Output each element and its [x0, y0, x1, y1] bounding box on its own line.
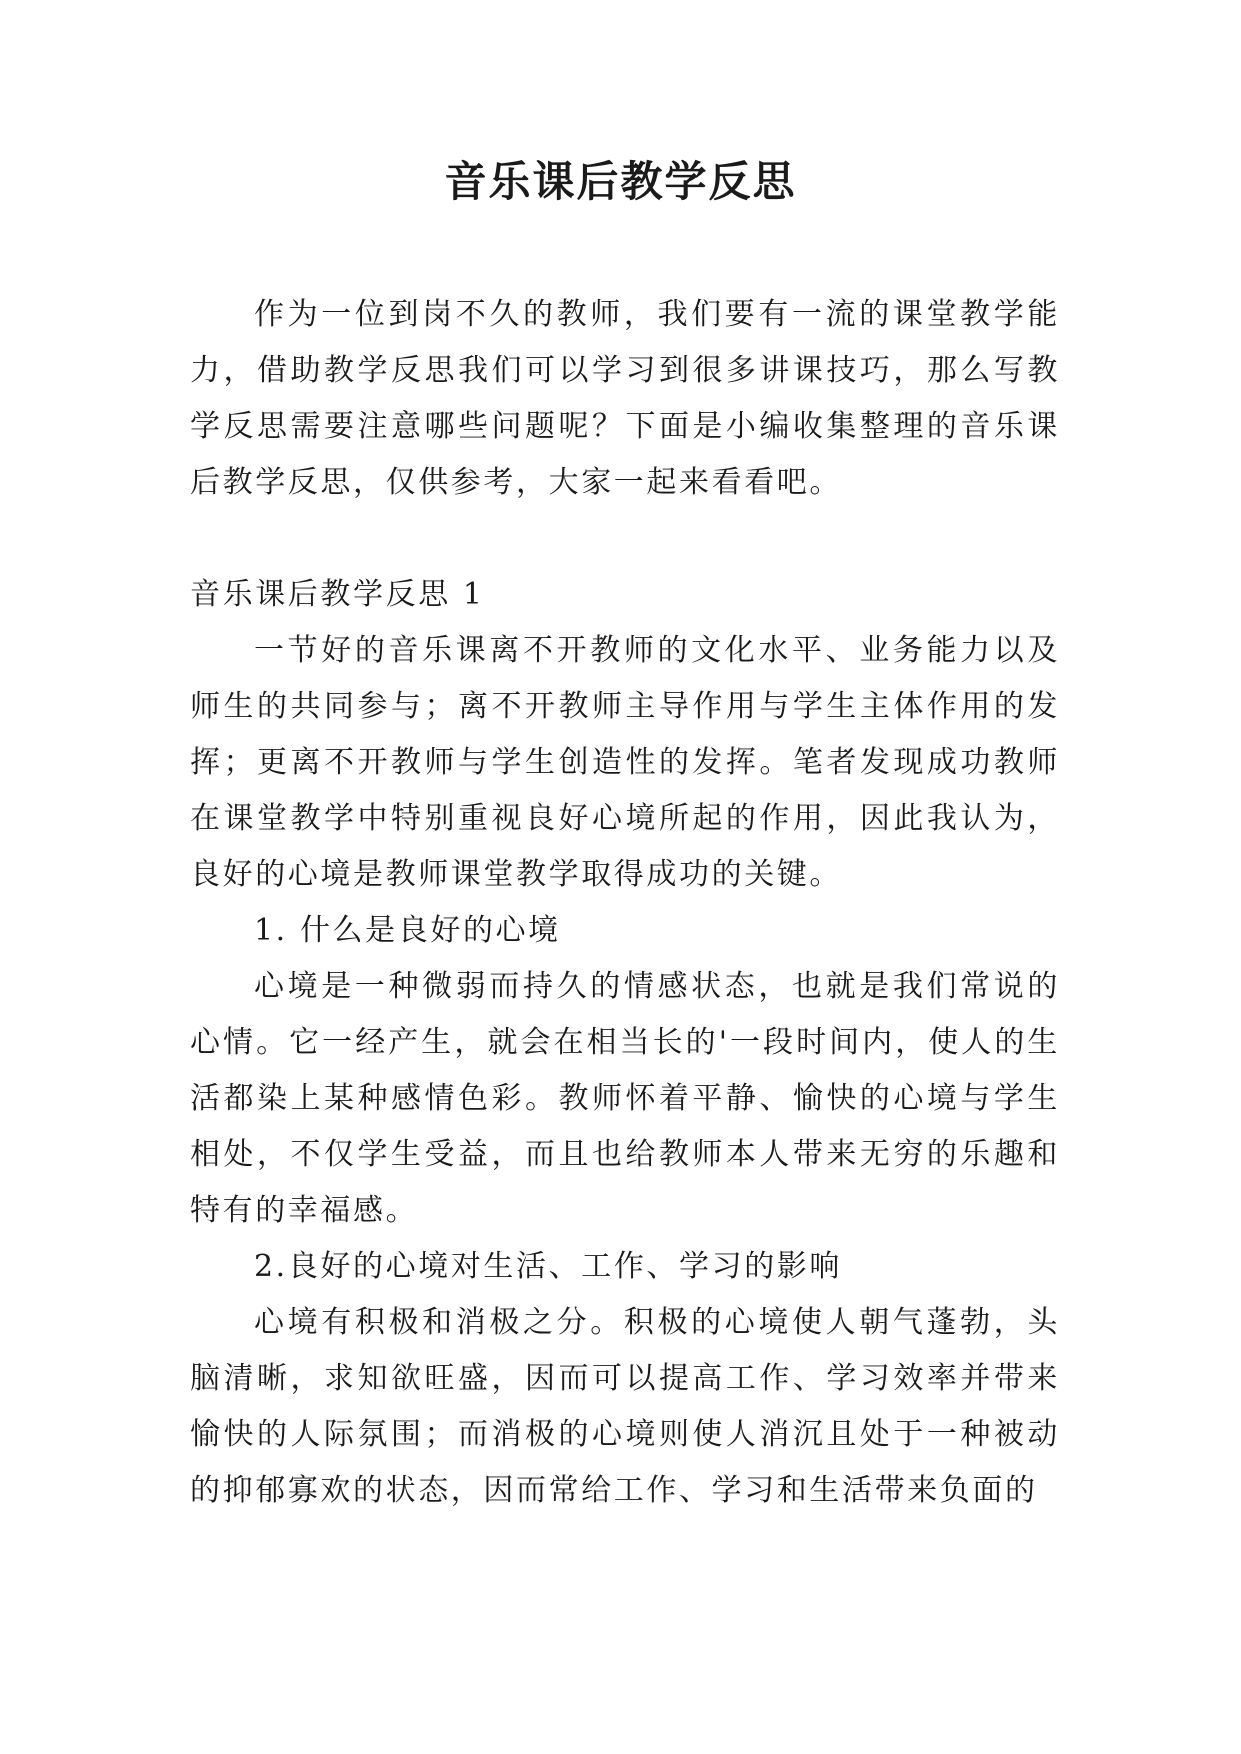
subheading-2: 2.良好的心境对生活、工作、学习的影响 [254, 1249, 843, 1284]
body-paragraph-2: 心境是一种微弱而持久的情感状态，也就是我们常说的心情。它一经产生，就会在相当长的'一段时间内，使人的生活都染上某种感情色彩。教师怀着平静、愉快的心境与学生相处，不仅学生受益，而且也给教师本人带来无穷的乐趣和特有的幸福感。 [190, 969, 1060, 1228]
intro-paragraph: 作为一位到岗不久的教师，我们要有一流的课堂教学能力，借助教学反思我们可以学习到很多讲课技巧，那么写教学反思需要注意哪些问题呢？下面是小编收集整理的音乐课后教学反思，仅供参考，大家一起来看看吧。 [190, 297, 1060, 500]
document-body [190, 287, 1060, 1519]
body-paragraph-1: 一节好的音乐课离不开教师的文化水平、业务能力以及师生的共同参与；离不开教师主导作用与学生主体作用的发挥；更离不开教师与学生创造性的发挥。笔者发现成功教师在课堂教学中特别重视良好心境所起的作用，因此我认为，良好的心境是教师课堂教学取得成功的关键。 [190, 633, 1060, 892]
section-heading: 音乐课后教学反思 1 [190, 577, 485, 612]
body-paragraph-3: 心境有积极和消极之分。积极的心境使人朝气蓬勃，头脑清晰，求知欲旺盛，因而可以提高工作、学习效率并带来愉快的人际氛围；而消极的心境则使人消沉且处于一种被动的抑郁寡欢的状态，因而常给工作、学习和生活带来负面的 [190, 1305, 1060, 1508]
paragraph-gap [190, 511, 1060, 567]
subheading-1: 1. 什么是良好的心境 [254, 913, 561, 948]
document-title: 音乐课后教学反思 [444, 157, 797, 206]
